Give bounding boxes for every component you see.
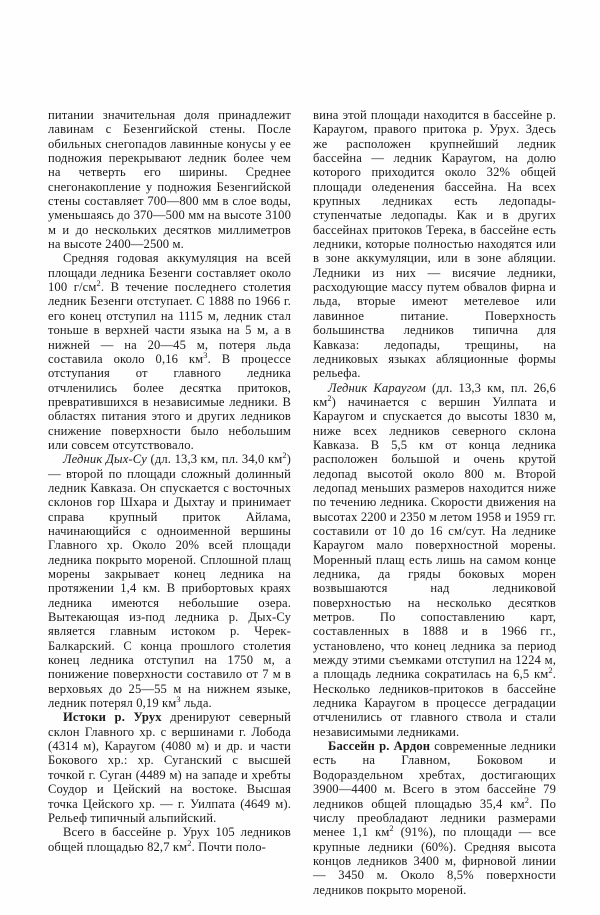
two-column-layout	[48, 108, 556, 897]
paragraph-text: Всего в бассейне р. Урух 105 ледников общей площадью 82,7 $км^2$. Почти поло-	[48, 825, 291, 854]
paragraph	[48, 251, 291, 452]
paragraph: питании значительная доля принадлежит лавинам с Безенгийской стены. После обильных снегопадов лавинные конусы у ее подножия перекрывают ледник более чем на четверть его ширины. Среднее снегонакопление у подножия Безенгийской стены составляет 700—800 мм в слое воды, уменьшаясь до 370—500 мм на высоте 3100 м и до нескольких десятков миллиметров на высоте 2400—2500 м.	[48, 108, 291, 252]
paragraph-text: (дл. 13,3 км, пл. 34,0 $км^2$) — второй по площади сложный долинный ледник Кавказа. Он спускается с восточных склонов гор Шхара и Дыхтау и принимает справа крупный приток Айлама, начинающийся с одноименной вершины Главного хр. Около 20% всей площади ледника покрыто мореной. Сплошной плащ морены закрывает конец ледника на протяжении 1,4 км. В прибортовых краях ледника имеются небольшие озера. Вытекающая из-под ледника р. Дых-Су является главным истоком р. Черек-Балкарский. С конца прошлого столетия конец ледника отступил на 1750 м, а понижение поверхности составило от 7 м в верховьях до 25—55 м на нижнем языке, ледник потерял 0,19 $км^3$ льда.	[48, 451, 291, 711]
paragraph-text: Средняя годовая аккумуляция на всей площади ледника Безенги составляет около 100 $г/см^2$. В течение последнего столетия ледник Безенги отступает. С 1888 по 1966 г. его конец отступил на 1115 м, ледник стал тоньше в верхней части языка на 5 м, а в нижней — на 20—45 м, потеря льда составила около 0,16 $км^3$. В процессе отступания от главного ледника отчленились более десятка притоков, превратившихся в независимые ледники. В областях питания этого и других ледников снижение поверхности было небольшим или совсем отсутствовало.	[48, 251, 291, 452]
paragraph-text: дренируют северный склон Главного хр. с вершинами г. Лобода (4314 м), Караугом (4080 м) и др. и части Бокового хр.: хр. Суганский с высшей точкой г. Суган (4489 м) на западе и хребты Соудор и Цейский на востоке. Высшая точка Цейского хр. — г. Уилпата (4649 м). Рельеф типичный альпийский.	[48, 710, 291, 825]
paragraph-uruh-sources	[48, 710, 291, 825]
run-in-heading: Ледник Караугом	[328, 380, 426, 395]
paragraph	[48, 825, 291, 854]
run-in-heading: Истоки р. Урух	[63, 710, 162, 725]
left-column	[48, 108, 291, 875]
paragraph: вина этой площади находится в бассейне р. Караугом, правого притока р. Урух. Здесь же расположен крупнейший ледник бассейна — ледник Караугом, на долю которого приходится около 32% общей площади оледенения бассейна. На всех крупных ледниках есть ледопады-ступенчатые ледопады. Как и в других бассейнах притоков Терека, в бассейне есть ледники, которые полностью находятся или в зоне аккумуляции, или в зоне абляции. Ледники из них — висячие ледники, расходующие массу путем обвалов фирна и льда, вторые имеют метелевое или лавинное питание. Поверхность большинства ледников типична для Кавказа: ледопады, трещины, на ледниковых языках абляционные формы рельефа.	[313, 108, 556, 381]
run-in-heading: Ледник Дых-Су	[63, 452, 147, 467]
paragraph-ardon-basin	[313, 739, 556, 897]
paragraph-glacier-karaugom	[313, 381, 556, 740]
right-column	[313, 108, 556, 897]
paragraph-glacier-dyh-su	[48, 452, 291, 710]
paragraph-text: (дл. 13,3 км, пл. 26,6 $км^2$) начинается с вершин Уилпата и Караугом и спускается до высоты 1830 м, ниже всех ледников северного склона Кавказа. В 5,5 км от конца ледника расположен большой и очень крутой ледопад высотой около 800 м. Второй ледопад меньших размеров находится ниже по течению ледника. Скорости движения на высотах 2200 и 2350 м летом 1958 и 1959 гг. составили от 10 до 16 см/сут. На леднике Караугом мало поверхностной морены. Моренный плащ есть лишь на самом конце ледника, да гряды боковых морен возвышаются над ледниковой поверхностью на несколько десятков метров. По сопоставлению карт, составленных в 1888 и в 1966 гг., установлено, что конец ледника за период между этими съемками отступил на 1224 м, а площадь ледника сократилась на 6,5 $км^2$. Несколько ледников-притоков в бассейне ледника Караугом в процессе деградации отчленились от главного ствола и стали независимыми ледниками.	[313, 380, 556, 739]
paragraph-text: современные ледники есть на Главном, Боковом и Водораздельном хребтах, достигающих 3900—4400 м. Всего в этом бассейне 79 ледников общей площадью 35,4 $км^2$. По числу преобладают ледники размерами менее 1,1 $км^2$ (91%), по площади — все крупные ледники (60%). Средняя высота концов ледников 3400 м, фирновой линии — 3450 м. Около 8,5% поверхности ледников покрыто мореной.	[313, 739, 556, 897]
run-in-heading: Бассейн р. Ардон	[328, 739, 431, 754]
